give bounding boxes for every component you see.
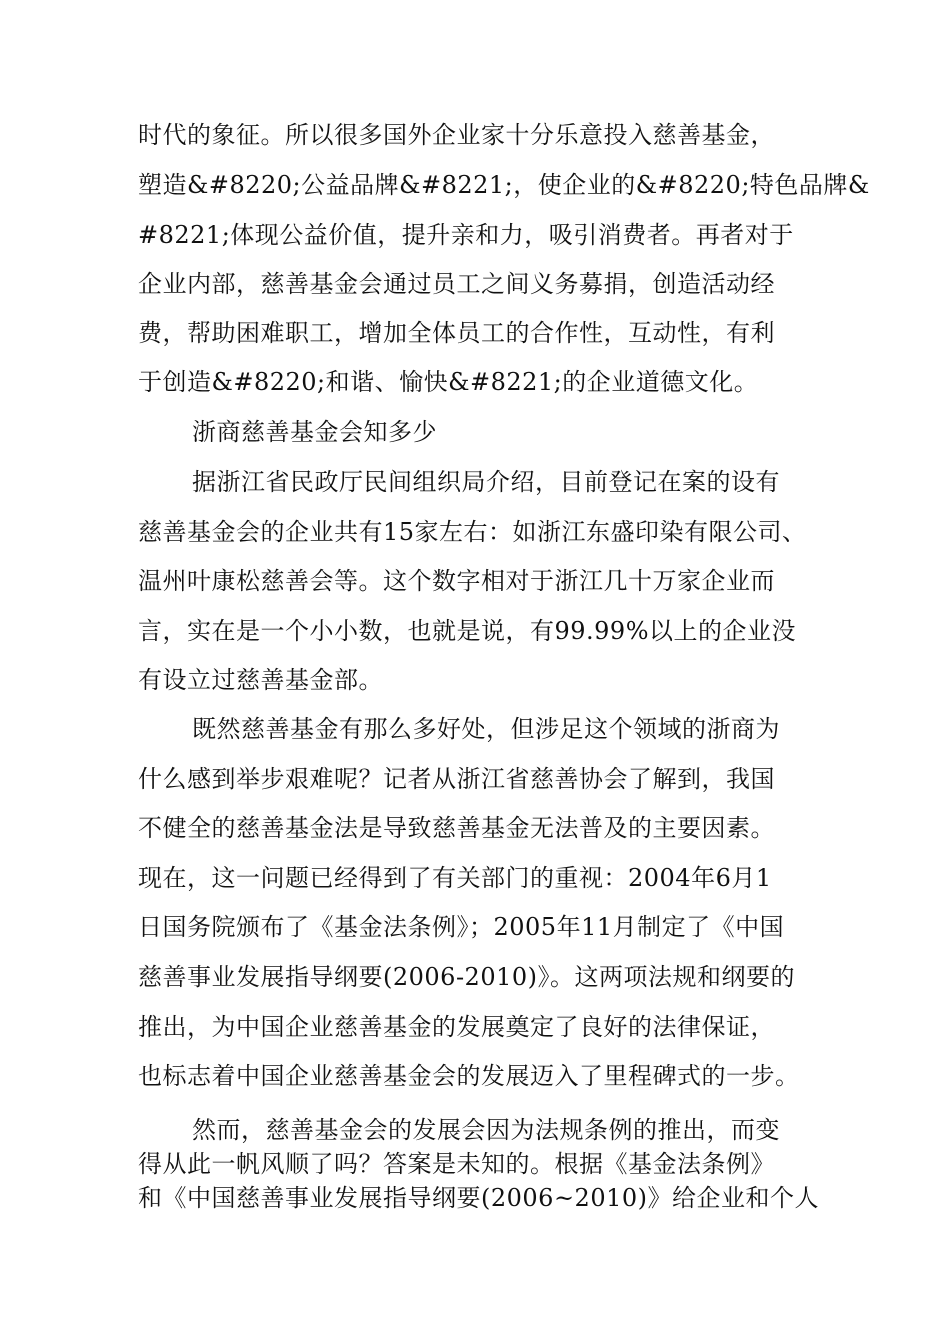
text-line: 现在，这一问题已经得到了有关部门的重视：2004年6月1 — [138, 864, 772, 892]
text-line: 不健全的慈善基金法是导致慈善基金无法普及的主要因素。 — [138, 814, 775, 842]
text-line: 时代的象征。所以很多国外企业家十分乐意投入慈善基金， — [138, 121, 775, 149]
text-line: 据浙江省民政厅民间组织局介绍，目前登记在案的设有 — [192, 468, 780, 496]
text-line: 言，实在是一个小小数，也就是说，有99.99%以上的企业没 — [138, 617, 797, 645]
text-line: 慈善基金会的企业共有15家左右：如浙江东盛印染有限公司、 — [138, 518, 807, 546]
text-line: 塑造&#8220;公益品牌&#8221;，使企业的&#8220;特色品牌& — [138, 171, 870, 199]
text-line: 什么感到举步艰难呢？记者从浙江省慈善协会了解到，我国 — [138, 765, 775, 793]
text-line: #8221;体现公益价值，提升亲和力，吸引消费者。再者对于 — [138, 221, 794, 249]
text-line: 温州叶康松慈善会等。这个数字相对于浙江几十万家企业而 — [138, 567, 775, 595]
text-line: 也标志着中国企业慈善基金会的发展迈入了里程碑式的一步。 — [138, 1062, 800, 1090]
text-line: 费，帮助困难职工，增加全体员工的合作性，互动性，有利 — [138, 319, 775, 347]
text-line: 推出，为中国企业慈善基金的发展奠定了良好的法律保证， — [138, 1013, 775, 1041]
text-line: 日国务院颁布了《基金法条例》；2005年11月制定了《中国 — [138, 913, 785, 941]
text-line: 于创造&#8220;和谐、愉快&#8221;的企业道德文化。 — [138, 368, 759, 396]
text-line: 既然慈善基金有那么多好处，但涉足这个领域的浙商为 — [192, 715, 780, 743]
text-line: 企业内部，慈善基金会通过员工之间义务募捐，创造活动经 — [138, 270, 775, 298]
section-heading: 浙商慈善基金会知多少 — [192, 418, 437, 446]
text-line: 和《中国慈善事业发展指导纲要(2006~2010)》给企业和个人 — [138, 1184, 819, 1212]
text-line: 得从此一帆风顺了吗？答案是未知的。根据《基金法条例》 — [138, 1150, 775, 1178]
text-line: 然而，慈善基金会的发展会因为法规条例的推出，而变 — [192, 1116, 780, 1144]
text-line: 有设立过慈善基金部。 — [138, 666, 383, 694]
text-line: 慈善事业发展指导纲要(2006-2010)》。这两项法规和纲要的 — [138, 963, 795, 991]
